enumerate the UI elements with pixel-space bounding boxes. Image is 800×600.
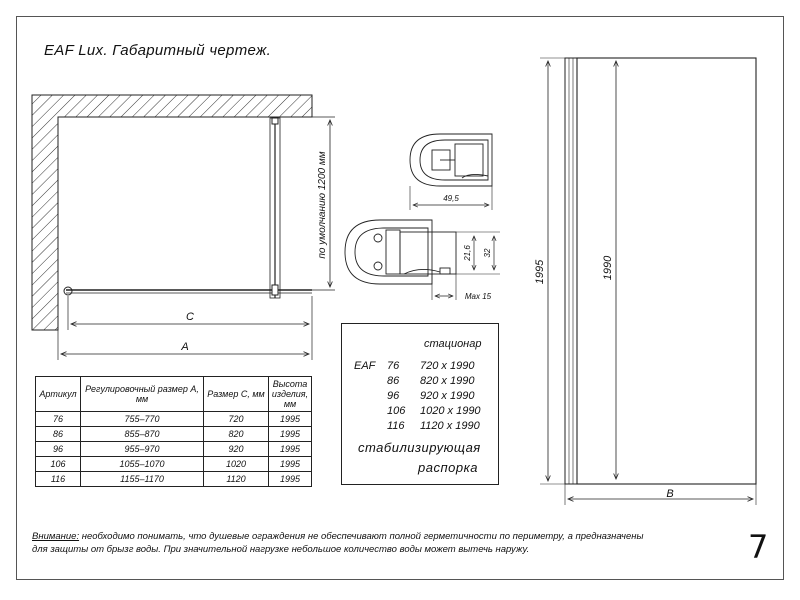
table-cell: 1995 <box>269 472 312 487</box>
label-49-5: 49,5 <box>443 194 459 203</box>
list-item: 116 1120 x 1990 <box>387 420 480 432</box>
table-cell: 820 <box>204 427 269 442</box>
table-cell: 755–770 <box>81 412 204 427</box>
table-cell: 76 <box>36 412 81 427</box>
page-title: EAF Lux. Габаритный чертеж. <box>44 42 272 59</box>
table-cell: 116 <box>36 472 81 487</box>
table-header: Регулировочный размер А, мм <box>81 377 204 412</box>
box-header: стационар <box>424 338 482 350</box>
box-brand: EAF <box>354 360 376 372</box>
table-row <box>36 427 312 442</box>
table-cell: 1995 <box>269 457 312 472</box>
note-text-2: для защиты от брызг воды. При значительной нагрузке небольшое количество воды может вытечь наружу. <box>32 544 530 555</box>
label-max15: Max 15 <box>464 292 492 301</box>
table-cell: 96 <box>36 442 81 457</box>
table-cell: 1995 <box>269 412 312 427</box>
list-item: 76 720 x 1990 <box>387 360 475 372</box>
label-21-6: 21,6 <box>463 245 472 261</box>
table-cell: 720 <box>204 412 269 427</box>
table-cell: 920 <box>204 442 269 457</box>
table-row <box>36 457 312 472</box>
table-row <box>36 412 312 427</box>
box-caption-1: стабилизирующая <box>358 440 481 455</box>
note-label: Внимание: <box>32 531 80 542</box>
table-header: Размер С, мм <box>204 377 269 412</box>
table-cell: 86 <box>36 427 81 442</box>
table-cell: 955–970 <box>81 442 204 457</box>
table-cell: 1995 <box>269 442 312 457</box>
table-cell: 1995 <box>269 427 312 442</box>
table-cell: 1155–1170 <box>81 472 204 487</box>
model-sizes-box <box>341 323 499 485</box>
list-item: 106 1020 x 1990 <box>387 405 481 417</box>
note-text-1: необходимо понимать, что душевые ограждения не обеспечивают полной герметичности по периметру, а предназначены <box>79 531 644 542</box>
table-cell: 1020 <box>204 457 269 472</box>
table-cell: 1120 <box>204 472 269 487</box>
label-default-height: по умолчанию 1200 мм <box>317 151 328 259</box>
list-item: 96 920 x 1990 <box>387 390 475 402</box>
label-c: C <box>186 311 194 323</box>
warning-note <box>32 530 722 556</box>
table-cell: 106 <box>36 457 81 472</box>
table-cell: 855–870 <box>81 427 204 442</box>
table-header: Высота изделия, мм <box>269 377 312 412</box>
table-row <box>36 442 312 457</box>
profile-detail-bottom <box>345 220 500 300</box>
label-1990: 1990 <box>602 255 614 281</box>
page-number: 7 <box>748 528 769 566</box>
glass-panel-plan <box>64 118 312 298</box>
label-32: 32 <box>483 248 492 258</box>
table-cell: 1055–1070 <box>81 457 204 472</box>
label-1995: 1995 <box>534 259 546 285</box>
box-caption-2: распорка <box>418 460 478 475</box>
table-row <box>36 472 312 487</box>
dim-b <box>565 484 756 505</box>
front-view-panel <box>565 58 756 484</box>
spec-table <box>35 376 312 487</box>
list-item: 86 820 x 1990 <box>387 375 475 387</box>
table-header: Артикул <box>36 377 81 412</box>
label-b: B <box>666 488 674 500</box>
label-a: A <box>181 341 189 353</box>
